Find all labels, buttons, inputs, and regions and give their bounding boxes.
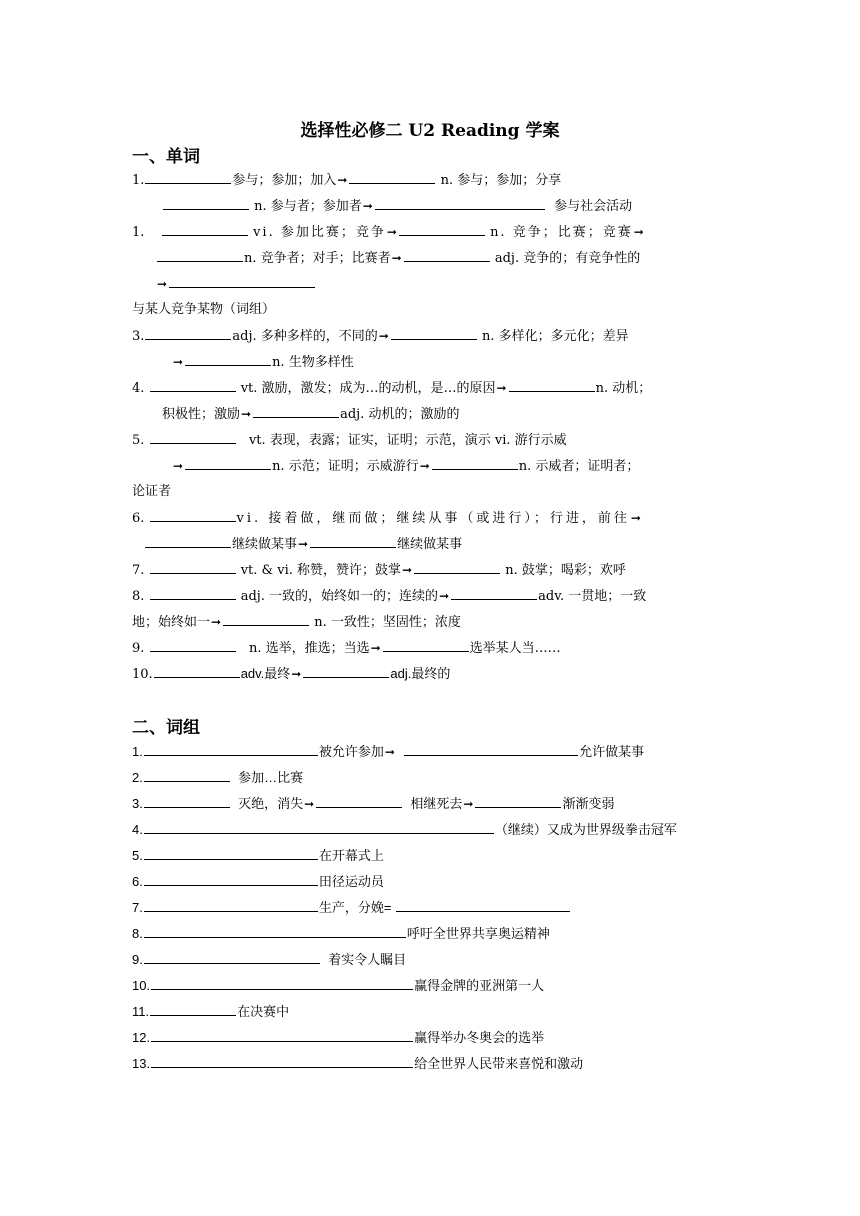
- blank[interactable]: [151, 977, 413, 990]
- blank[interactable]: [144, 743, 318, 756]
- blank[interactable]: [509, 379, 595, 392]
- blank[interactable]: [144, 899, 318, 912]
- blank[interactable]: [169, 275, 315, 288]
- blank[interactable]: [144, 951, 320, 964]
- blank[interactable]: [144, 769, 230, 782]
- blank[interactable]: [310, 535, 396, 548]
- arrow-icon: ➞: [496, 381, 507, 395]
- phrase-13: 13. 给全世界人民带来喜悦和激动: [132, 1056, 584, 1071]
- blank[interactable]: [404, 743, 578, 756]
- blank[interactable]: [151, 1055, 413, 1068]
- item-8b: 地；始终如一➞ n. 一致性；坚固性；浓度: [132, 615, 461, 630]
- phrase-2: 2. 参加…比赛: [132, 770, 304, 785]
- blank[interactable]: [396, 899, 570, 912]
- arrow-icon: ➞: [419, 459, 430, 473]
- blank[interactable]: [451, 587, 537, 600]
- arrow-icon: ➞: [173, 355, 184, 369]
- arrow-icon: ➞: [173, 459, 184, 473]
- item-5b: ➞ n. 示范；证明；示威游行➞ n. 示威者；证明者；: [173, 459, 640, 474]
- blank[interactable]: [145, 327, 231, 340]
- arrow-icon: ➞: [386, 225, 397, 239]
- item-2c: [156, 275, 316, 294]
- blank[interactable]: [150, 431, 236, 444]
- phrase-10: 10. 赢得金牌的亚洲第一人: [132, 978, 545, 993]
- arrow-icon: ➞: [241, 407, 252, 421]
- blank[interactable]: [253, 405, 339, 418]
- blank[interactable]: [375, 197, 545, 210]
- phrase-12: 12. 赢得举办冬奥会的选举: [132, 1030, 545, 1045]
- blank[interactable]: [316, 795, 402, 808]
- arrow-icon: ➞: [630, 511, 641, 525]
- item-1a: 1. 参与；参加；加入➞ n. 参与；参加；分享: [132, 173, 562, 188]
- item-6b: 继续做某事➞ 继续做某事: [144, 535, 462, 554]
- blank[interactable]: [144, 821, 494, 834]
- blank[interactable]: [144, 925, 406, 938]
- arrow-icon: ➞: [362, 199, 373, 213]
- phrase-7: 7. 生产，分娩=: [132, 899, 571, 917]
- phrase-1: 1. 被允许参加➞ 允许做某事: [132, 744, 645, 759]
- arrow-icon: ➞: [633, 225, 644, 239]
- blank[interactable]: [475, 795, 561, 808]
- item-2b: n. 竞争者；对手；比赛者➞ adj. 竞争的；有竞争性的: [156, 249, 640, 268]
- blank[interactable]: [404, 249, 490, 262]
- blank[interactable]: [150, 509, 236, 522]
- item-8a: 8. adj. 一致的，始终如一的；连续的➞ adv. 一贯地；一致: [132, 589, 647, 604]
- item-3b: ➞ n. 生物多样性: [173, 355, 354, 370]
- item-9: 9. n. 选举，推选；当选➞ 选举某人当……: [132, 641, 561, 656]
- phrase-9: 9. 着实令人瞩目: [132, 952, 407, 967]
- arrow-icon: ➞: [370, 641, 381, 655]
- blank[interactable]: [145, 171, 231, 184]
- phrase-4: 4. （继续）又成为世界级拳击冠军: [132, 822, 677, 837]
- blank[interactable]: [144, 873, 318, 886]
- arrow-icon: ➞: [304, 797, 315, 811]
- section-heading-words: 一、单词: [132, 147, 200, 167]
- blank[interactable]: [185, 353, 271, 366]
- blank[interactable]: [151, 1029, 413, 1042]
- blank[interactable]: [150, 639, 236, 652]
- blank[interactable]: [223, 613, 309, 626]
- item-3a: 3. adj. 多种多样的，不同的➞ n. 多样化；多元化；差异: [132, 329, 629, 344]
- arrow-icon: ➞: [402, 563, 413, 577]
- arrow-icon: ➞: [391, 251, 402, 265]
- section-heading-phrases: 二、词组: [132, 718, 200, 738]
- blank[interactable]: [144, 795, 230, 808]
- blank[interactable]: [349, 171, 435, 184]
- arrow-icon: ➞: [291, 667, 302, 681]
- phrase-11: 11. 在决赛中: [132, 1004, 290, 1019]
- blank[interactable]: [383, 639, 469, 652]
- phrase-8: 8. 呼吁全世界共享奥运精神: [132, 926, 550, 941]
- phrase-5: 5. 在开幕式上: [132, 848, 384, 863]
- item-2d: 与某人竞争某物（词组）: [132, 302, 276, 317]
- arrow-icon: ➞: [298, 537, 309, 551]
- blank[interactable]: [145, 535, 231, 548]
- page-title: 选择性必修二 U2 Reading 学案: [300, 121, 560, 141]
- item-4b: 积极性；激励➞ adj. 动机的；激励的: [162, 407, 460, 422]
- blank[interactable]: [414, 561, 500, 574]
- phrase-6: 6. 田径运动员: [132, 874, 384, 889]
- blank[interactable]: [391, 327, 477, 340]
- blank[interactable]: [162, 223, 248, 236]
- item-1b: n. 参与者；参加者➞ 参与社会活动: [162, 197, 632, 216]
- blank[interactable]: [150, 379, 236, 392]
- blank[interactable]: [303, 665, 389, 678]
- item-5c: 论证者: [132, 484, 172, 499]
- blank[interactable]: [150, 561, 236, 574]
- blank[interactable]: [150, 587, 236, 600]
- blank[interactable]: [185, 457, 271, 470]
- phrase-3: 3. 灭绝，消失➞ 相继死去➞ 渐渐变弱: [132, 796, 615, 811]
- blank[interactable]: [144, 847, 318, 860]
- arrow-icon: ➞: [337, 173, 348, 187]
- blank[interactable]: [399, 223, 485, 236]
- item-5a: 5. vt. 表现，表露；证实，证明；示范，演示 vi. 游行示威: [132, 433, 567, 448]
- blank[interactable]: [154, 665, 240, 678]
- arrow-icon: ➞: [211, 615, 222, 629]
- blank[interactable]: [150, 1003, 236, 1016]
- arrow-icon: ➞: [384, 745, 395, 759]
- item-6a: 6. vi. 接着做，继而做；继续从事（或进行）；行进，前往➞: [132, 511, 641, 526]
- blank[interactable]: [163, 197, 249, 210]
- arrow-icon: ➞: [157, 277, 168, 291]
- item-10: 10. adv.最终➞ adj.最终的: [132, 666, 451, 682]
- item-4a: 4. vt. 激励，激发；成为…的动机，是…的原因➞ n. 动机；: [132, 381, 652, 396]
- arrow-icon: ➞: [378, 329, 389, 343]
- blank[interactable]: [432, 457, 518, 470]
- item-7: 7. vt. & vi. 称赞，赞许；鼓掌➞ n. 鼓掌；喝彩；欢呼: [132, 563, 626, 578]
- blank[interactable]: [157, 249, 243, 262]
- arrow-icon: ➞: [463, 797, 474, 811]
- arrow-icon: ➞: [439, 589, 450, 603]
- item-2a: 1. vi. 参加比赛；竞争➞ n. 竞争；比赛；竞赛➞: [132, 225, 644, 240]
